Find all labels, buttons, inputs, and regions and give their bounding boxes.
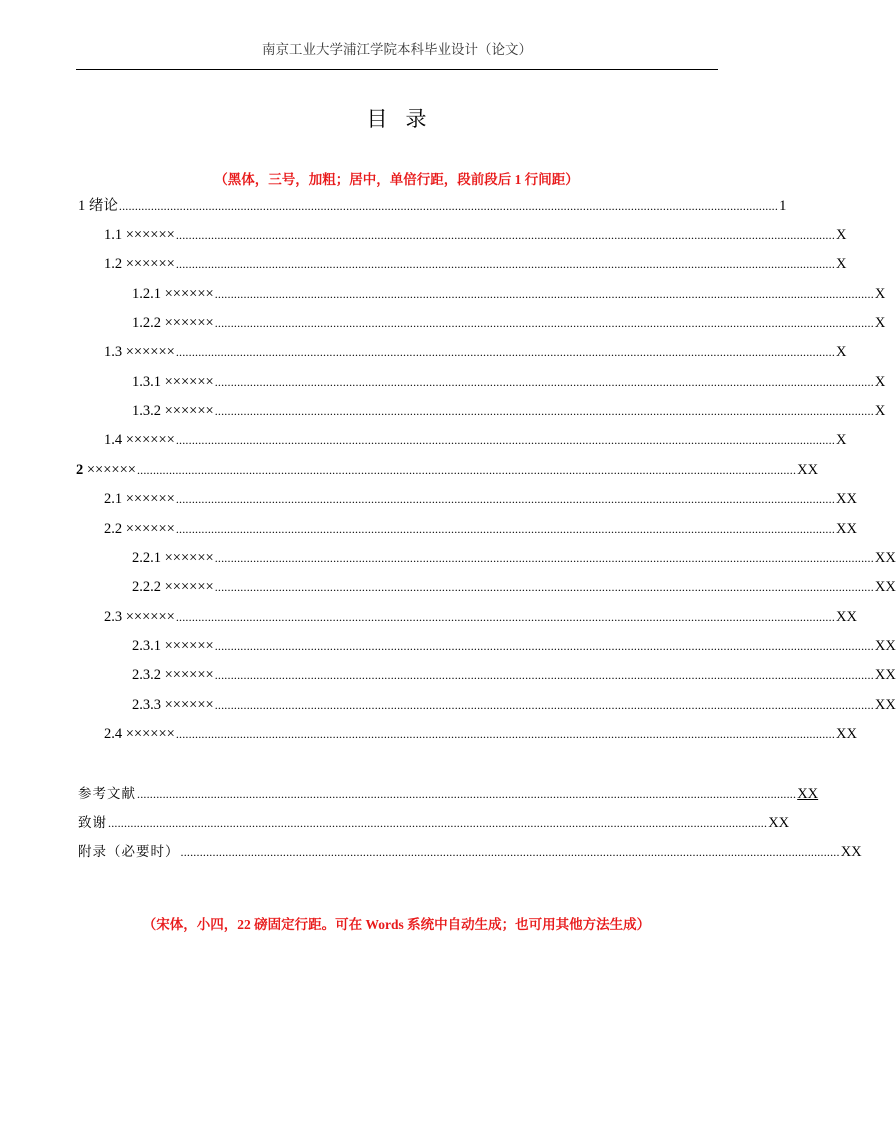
toc-page-number: X (874, 374, 886, 390)
toc-entry-2-1[interactable] (104, 489, 857, 509)
toc-page-number: X (836, 256, 847, 272)
toc-page-number: XX (874, 550, 896, 566)
toc-page-number: XX (768, 815, 790, 831)
dot-leader: .............................................................................................................................................................................................................. (137, 787, 797, 801)
dot-leader: .............................................................................................................................................................................................................. (175, 522, 836, 536)
toc-page-number: 1 (779, 198, 787, 214)
toc-label: 2.2.2 ×××××× (132, 579, 214, 595)
toc-entry-1-3-2[interactable] (132, 401, 886, 421)
toc-page-number: XX (840, 844, 862, 860)
toc-entry-2-2-1[interactable] (132, 548, 896, 568)
dot-leader: .............................................................................................................................................................................................................. (214, 698, 874, 712)
toc-page-number: X (874, 315, 886, 331)
dot-leader: .............................................................................................................................................................................................................. (175, 345, 836, 359)
dot-leader: .............................................................................................................................................................................................................. (214, 551, 874, 565)
toc-label: 2.3 ×××××× (104, 609, 175, 625)
toc-entry-2-4[interactable] (104, 724, 857, 744)
dot-leader: .............................................................................................................................................................................................................. (214, 404, 874, 418)
dot-leader: .............................................................................................................................................................................................................. (136, 463, 797, 477)
toc-entry-1-2[interactable] (104, 254, 847, 274)
toc-entry-2-3-1[interactable] (132, 636, 896, 656)
toc-label: 2.3.2 ×××××× (132, 667, 214, 683)
dot-leader: .............................................................................................................................................................................................................. (214, 668, 874, 682)
toc-page-number: XX (836, 609, 857, 625)
toc-label: 1.4 ×××××× (104, 432, 175, 448)
toc-page-number: X (836, 227, 847, 243)
dot-leader: .............................................................................................................................................................................................................. (175, 492, 836, 506)
toc-page-number: XX (836, 726, 857, 742)
page-title: 目录 (366, 107, 445, 131)
toc-page-number: XX (836, 491, 857, 507)
toc-entry-2-3-2[interactable] (132, 665, 896, 685)
toc-entry-1-3[interactable] (104, 342, 847, 362)
toc-label: 1.1 ×××××× (104, 227, 175, 243)
dot-leader: .............................................................................................................................................................................................................. (175, 433, 836, 447)
dot-leader: .............................................................................................................................................................................................................. (214, 580, 874, 594)
toc-entry-1[interactable] (78, 196, 787, 216)
toc-page-number: X (836, 344, 847, 360)
toc-label: 1.2.2 ×××××× (132, 315, 214, 331)
toc-page-number: XX (874, 579, 896, 595)
dot-leader: .............................................................................................................................................................................................................. (180, 845, 840, 859)
toc-page-number: X (836, 432, 847, 448)
page-header: 南京工业大学浦江学院本科毕业设计（论文） (262, 42, 532, 57)
toc-page-number: XX (797, 462, 819, 478)
toc-entry-1-4[interactable] (104, 430, 847, 450)
toc-label: 1.2.1 ×××××× (132, 286, 214, 302)
toc-entry-references[interactable] (78, 784, 819, 804)
format-note-bottom: （宋体，小四，22 磅固定行距。可在 Words 系统中自动生成；也可用其他方法生成） (142, 917, 651, 932)
toc-entry-2-2-2[interactable] (132, 577, 896, 597)
toc-label: 1.3.2 ×××××× (132, 403, 214, 419)
toc-label: 致谢 (78, 815, 107, 831)
dot-leader: .............................................................................................................................................................................................................. (214, 375, 874, 389)
toc-label: 2.4 ×××××× (104, 726, 175, 742)
dot-leader: .............................................................................................................................................................................................................. (118, 199, 779, 213)
dot-leader: .............................................................................................................................................................................................................. (175, 727, 836, 741)
toc-label: 2.2 ×××××× (104, 521, 175, 537)
toc-entry-1-2-1[interactable] (132, 284, 886, 304)
toc-label: 1.3.1 ×××××× (132, 374, 214, 390)
toc-label: 2.3.1 ×××××× (132, 638, 214, 654)
dot-leader: .............................................................................................................................................................................................................. (108, 816, 768, 830)
toc-page-number: XX (874, 667, 896, 683)
toc-page-number: X (874, 286, 886, 302)
toc-page-number: XX (797, 786, 819, 802)
toc-entry-2[interactable] (76, 460, 819, 480)
toc-entry-2-3-3[interactable] (132, 695, 896, 715)
toc-label: 2.3.3 ×××××× (132, 697, 214, 713)
toc-entry-1-1[interactable] (104, 225, 847, 245)
toc-label: 2.2.1 ×××××× (132, 550, 214, 566)
toc-label: 参考文献 (78, 786, 136, 802)
toc-label (76, 460, 136, 480)
toc-entry-1-3-1[interactable] (132, 372, 886, 392)
toc-page-number: X (874, 403, 886, 419)
dot-leader: .............................................................................................................................................................................................................. (214, 287, 874, 301)
toc-label: 2.1 ×××××× (104, 491, 175, 507)
toc-entry-appendix[interactable] (78, 842, 862, 862)
dot-leader: .............................................................................................................................................................................................................. (175, 257, 836, 271)
toc-page-number: XX (874, 638, 896, 654)
toc-page-number: XX (836, 521, 857, 537)
toc-entry-acknowledgements[interactable] (78, 813, 790, 833)
toc-chapter-title: ×××××× (83, 462, 136, 478)
toc-label: 1.3 ×××××× (104, 344, 175, 360)
dot-leader: .............................................................................................................................................................................................................. (175, 610, 836, 624)
dot-leader: .............................................................................................................................................................................................................. (175, 228, 836, 242)
toc-entry-2-3[interactable] (104, 607, 857, 627)
dot-leader: .............................................................................................................................................................................................................. (214, 639, 874, 653)
toc-label: 1.2 ×××××× (104, 256, 175, 272)
toc-chapter-number: 2 (76, 462, 84, 478)
toc-label: 附录（必要时） (78, 844, 180, 860)
dot-leader: .............................................................................................................................................................................................................. (214, 316, 874, 330)
toc-entry-2-2[interactable] (104, 519, 857, 539)
format-note-top: （黑体，三号，加粗；居中，单倍行距，段前段后 1 行间距） (214, 172, 579, 187)
toc-page-number: XX (874, 697, 896, 713)
toc-entry-1-2-2[interactable] (132, 313, 886, 333)
toc-label: 1 绪论 (78, 198, 118, 214)
